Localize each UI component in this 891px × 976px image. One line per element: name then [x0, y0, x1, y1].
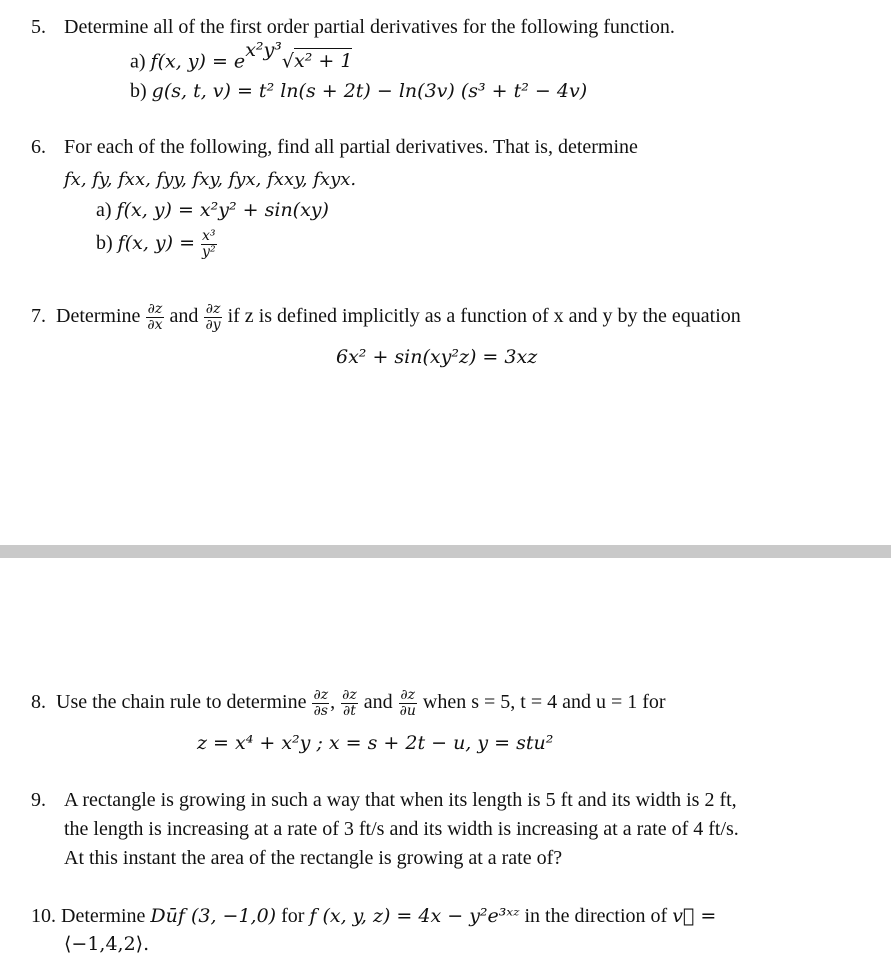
dz-numerator: ∂z [205, 301, 221, 317]
dz-numerator: ∂z [147, 301, 163, 317]
problem-6b-fraction [201, 229, 217, 259]
problem-5a-radicand: x² + 1 [293, 50, 353, 73]
problem-10-for: for [281, 905, 305, 927]
problem-10-vector: v⃗ = [672, 905, 717, 927]
problem-10 [31, 906, 716, 926]
problem-5b-expression: g(s, t, v) = t² ln(s + 2t) − ln(3v) (s³ + t² − 4v) [151, 80, 588, 102]
problem-8-dzds [312, 688, 329, 718]
problem-8-when: when s = 5, t = 4 and u = 1 for [422, 690, 666, 713]
problem-9-line-2: the length is increasing at a rate of 3 ft/s and its width is increasing at a rate of 4 ft/s. [64, 818, 739, 840]
problem-7-dzdx [146, 302, 163, 332]
problem-6b-label: b) [96, 231, 113, 254]
problem-8-text: Use the chain rule to determine [56, 690, 307, 713]
problem-9-line-1: A rectangle is growing in such a way that when its length is 5 ft and its width is 2 ft, [64, 789, 737, 811]
problem-5a-sqrt-symbol: √ [281, 50, 294, 73]
problem-6-number: 6. [31, 136, 46, 158]
problem-10-determine: Determine [61, 905, 146, 927]
dz-numerator: ∂z [400, 687, 416, 703]
problem-8-equation: z = x⁴ + x²y ; x = s + 2t − u, y = stu² [197, 732, 554, 754]
problem-5-number: 5. [31, 16, 46, 38]
dt-denominator: ∂t [342, 702, 356, 719]
problem-10-directional-derivative: Dūf (3, −1,0) [150, 905, 277, 927]
problem-9-number: 9. [31, 789, 46, 811]
problem-6-derivative-list: fx, fy, fxx, fyy, fxy, fyx, fxxy, fxyx. [64, 169, 357, 190]
problem-5a-label: a) [130, 50, 146, 73]
problem-7-equation: 6x² + sin(xy²z) = 3xz [336, 346, 538, 368]
problem-7-and: and [169, 304, 199, 327]
problem-6a [96, 200, 329, 220]
problem-5-text: Determine all of the first order partial derivatives for the following function. [64, 16, 675, 38]
problem-6b-numerator: x³ [202, 228, 216, 244]
problem-7 [31, 302, 741, 332]
problem-5b [130, 81, 587, 101]
problem-5a [130, 39, 353, 73]
problem-8-comma: , [330, 690, 336, 713]
dz-numerator: ∂z [342, 687, 357, 703]
problem-10-function: f (x, y, z) = 4x − y²e³ˣᶻ [309, 905, 520, 927]
problem-10-vector-value: ⟨−1,4,2⟩. [64, 933, 150, 955]
problem-6a-label: a) [96, 199, 112, 221]
problem-10-number: 10. [31, 905, 56, 927]
problem-8-and: and [363, 690, 393, 713]
du-denominator: ∂u [399, 702, 416, 719]
problem-5a-function: f(x, y) = e [150, 50, 246, 73]
problem-6b-denominator: y² [202, 243, 216, 260]
problem-8-dzdu [399, 688, 417, 718]
page-separator [0, 545, 891, 558]
problem-6b [96, 229, 218, 259]
problem-6a-expression: f(x, y) = x²y² + sin(xy) [116, 199, 329, 221]
ds-denominator: ∂s [313, 702, 328, 719]
problem-8-dzdt [341, 688, 358, 718]
problem-6b-lhs: f(x, y) = [117, 231, 196, 254]
problem-9-line-3: At this instant the area of the rectangle is growing at a rate of? [64, 847, 563, 869]
dx-denominator: ∂x [147, 316, 163, 333]
problem-6-text: For each of the following, find all partial derivatives. That is, determine [64, 136, 638, 158]
dy-denominator: ∂y [205, 316, 221, 333]
problem-7-determine: Determine [56, 304, 141, 327]
problem-5b-label: b) [130, 80, 147, 102]
problem-7-text: if z is defined implicitly as a function of x and y by the equation [227, 304, 741, 327]
problem-7-dzdy [204, 302, 221, 332]
dz-numerator: ∂z [313, 687, 329, 703]
problem-7-number: 7. [31, 304, 46, 327]
problem-5a-exponent: x²y³ [245, 39, 282, 61]
problem-8-number: 8. [31, 690, 46, 713]
problem-8 [31, 688, 666, 718]
problem-10-direction: in the direction of [524, 905, 668, 927]
